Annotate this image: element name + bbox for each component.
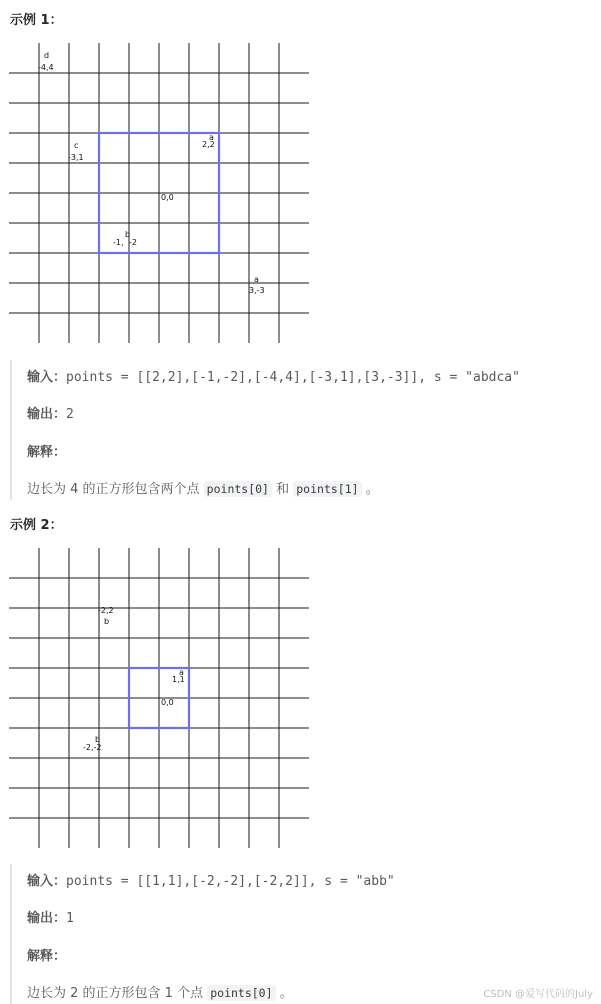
- watermark: CSDN @爱写代码的July: [483, 989, 593, 1000]
- point-letter: a: [254, 275, 259, 284]
- explain-code: points[1]: [293, 481, 361, 497]
- explain-prefix: 边长为 4 的正方形包含两个点: [27, 482, 204, 497]
- example-2-grid-diagram: [0, 548, 320, 853]
- output-value: 1: [66, 911, 74, 926]
- explain-suffix: 。: [275, 986, 293, 1001]
- example-2-input-line: [27, 870, 395, 889]
- point-coordinate-label: 1,1: [172, 675, 185, 684]
- example-1-input-line: [27, 366, 520, 385]
- explain-label: 解释：: [27, 949, 67, 964]
- point-coordinate-label: -4,4: [38, 63, 54, 72]
- input-label: 输入：: [27, 370, 67, 385]
- point-coordinate-label: -2,2: [98, 606, 114, 615]
- point-letter: c: [74, 141, 79, 150]
- input-value: points = [[2,2],[-1,-2],[-4,4],[-3,1],[3,-3]], s = "abdca": [66, 370, 520, 385]
- point-coordinate-label: 3,-3: [249, 286, 265, 295]
- example-1-explain-label: [27, 441, 66, 460]
- example-1-title: 示例 1：: [10, 13, 63, 28]
- example-2-explain-label: [27, 945, 66, 964]
- explain-suffix: 。: [361, 482, 379, 497]
- explain-mid: 和: [271, 482, 294, 497]
- example-2-origin-label: 0,0: [161, 698, 174, 707]
- point-coordinate-label: 2,2: [202, 140, 215, 149]
- explain-label: 解释：: [27, 445, 67, 460]
- example-2-output-line: [27, 907, 74, 926]
- point-letter: a: [179, 668, 184, 677]
- point-letter: a: [209, 133, 214, 142]
- example-2-title: 示例 2：: [10, 518, 63, 533]
- explain-code: points[0]: [204, 481, 272, 497]
- point-coordinate-label: -2,-2: [83, 743, 102, 752]
- point-letter: b: [104, 617, 110, 626]
- explain-code: points[0]: [207, 985, 275, 1001]
- point-coordinate-label: -3,1: [68, 153, 84, 162]
- point-coordinate-label: -1，-2: [113, 238, 137, 247]
- point-letter: b: [125, 230, 131, 239]
- output-value: 2: [66, 407, 74, 422]
- output-label: 输出：: [27, 911, 67, 926]
- example-1-grid-diagram: [0, 43, 320, 348]
- point-letter: b: [95, 735, 101, 744]
- example-1-explain-text: [27, 478, 379, 497]
- example-1-origin-label: 0,0: [161, 193, 174, 202]
- example-1-output-line: [27, 403, 74, 422]
- output-label: 输出：: [27, 407, 67, 422]
- explain-prefix: 边长为 2 的正方形包含 1 个点: [27, 986, 208, 1001]
- point-letter: d: [44, 51, 50, 60]
- input-value: points = [[1,1],[-2,-2],[-2,2]], s = "abb": [66, 874, 395, 889]
- input-label: 输入：: [27, 874, 67, 889]
- example-2-explain-text: [27, 982, 293, 1001]
